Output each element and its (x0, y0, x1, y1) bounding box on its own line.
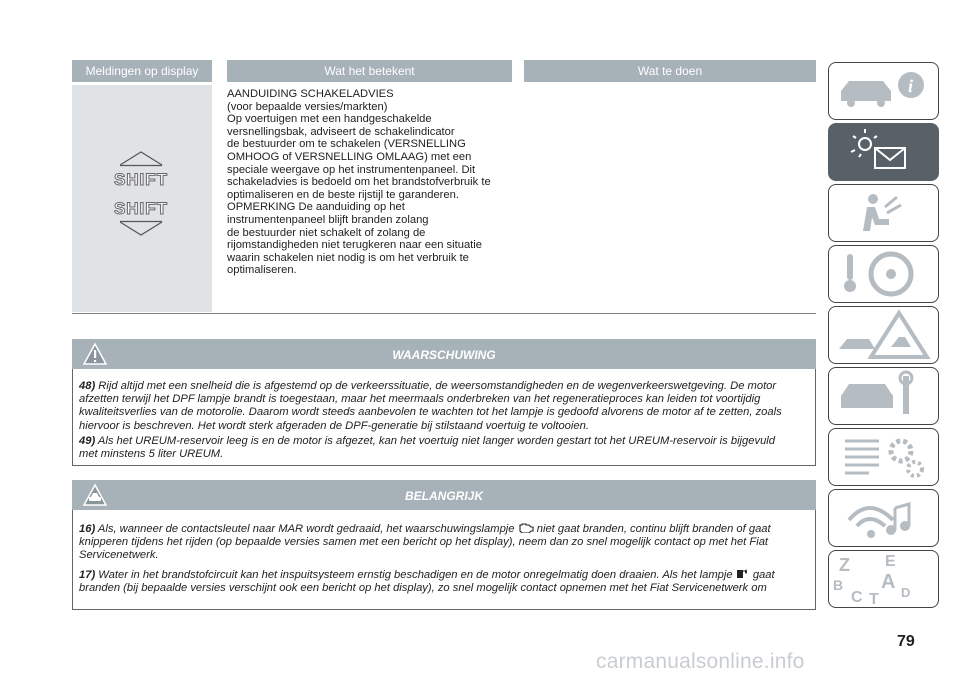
shift-down-arrow-icon (118, 219, 164, 237)
index-letter: C (851, 589, 863, 606)
index-icon (829, 551, 939, 608)
meaning-line: (voor bepaalde versies/markten) (227, 100, 388, 113)
warning-text-line: afzetten terwijl het DPF lampje brandt is toegestaan, maar het meermaals onderbreken van het regeneratieproces kan leiden tot voortijdig (79, 393, 761, 406)
item-number: 48) (79, 380, 96, 392)
important-item-16 (79, 522, 811, 563)
important-text: niet gaat branden, continu blijft branden of gaat (536, 523, 771, 535)
important-text-line: knipperen tijdens het rijden (op bepaalde versies samen met een bericht op het display), neem dan zo snel mogelijk contact op met het Fiat (79, 536, 769, 549)
tab-maintenance[interactable] (828, 367, 939, 425)
important-item-17 (79, 567, 811, 595)
important-box (72, 510, 816, 610)
header-meaning: Wat het betekent (227, 60, 512, 82)
meaning-line: schakeladvies is bedoeld om het brandstofverbruik te (227, 176, 491, 189)
header-what-to-do: Wat te doen (524, 60, 816, 82)
meaning-line: OPMERKING De aanduiding op het (227, 201, 405, 214)
warning-item-49 (79, 435, 811, 461)
watermark: carmanualsonline.info (596, 650, 805, 673)
index-letter: D (901, 585, 911, 600)
meaning-line: optimaliseren. (227, 264, 297, 277)
shift-up-arrow-icon (118, 150, 164, 168)
warning-text-line: met minstens 5 liter UREUM. (79, 448, 224, 461)
item-number: 16) (79, 523, 96, 535)
multimedia-icon (829, 490, 939, 547)
seat-airbag-icon (829, 185, 939, 242)
meaning-line: de bestuurder om te schakelen (VERSNELLING (227, 138, 466, 151)
tab-starting-driving[interactable] (828, 245, 939, 303)
warning-text-line: kwaliteitsverlies van de motorolie. Daarom wordt steeds aanbevolen te wachten tot het lampje is gedoofd alvorens de motor af te zetten, zoals (79, 406, 782, 419)
important-text-line: branden (bij bepaalde versies verschijnt ook een bericht op het display), zo snel mogelijk contact opnemen met het Fiat Servicenetwerk om (79, 582, 767, 595)
svg-text:i: i (908, 76, 914, 96)
index-letter: T (869, 591, 879, 608)
shift-up-label: SHIFT (113, 170, 169, 189)
page-number: 79 (897, 633, 915, 650)
table-bottom-rule (72, 313, 816, 314)
breakdown-icon (829, 307, 939, 364)
tab-safety[interactable] (828, 184, 939, 242)
tab-warning-lights[interactable] (828, 123, 939, 181)
tab-technical-data[interactable] (828, 428, 939, 486)
warning-lights-icon (829, 124, 939, 181)
important-text: Als, wanneer de contactsleutel naar MAR wordt gedraaid, het waarschuwingslampje (97, 523, 515, 535)
meaning-line: de bestuurder niet schakelt of zolang de (227, 226, 426, 239)
warning-header (72, 339, 816, 369)
tab-multimedia[interactable] (828, 489, 939, 547)
technical-data-icon (829, 429, 939, 486)
meaning-line: speciale weergave op het instrumentenpaneel. Dit (227, 163, 476, 176)
meaning-line: versnellingsbak, adviseert de schakelindicator (227, 125, 455, 138)
important-text: gaat (752, 569, 775, 581)
tab-car-info[interactable] (828, 62, 939, 120)
index-letter: B (833, 577, 844, 593)
car-info-icon (829, 63, 939, 120)
water-in-fuel-icon (736, 567, 750, 579)
meaning-line: optimaliseren en de beste rijstijl te garanderen. (227, 188, 459, 201)
warning-title: WAARSCHUWING (392, 348, 496, 362)
tab-emergency[interactable] (828, 306, 939, 364)
meaning-line: waarin schakelen niet nodig is om het verbruik te (227, 251, 469, 264)
meaning-line: OMHOOG of VERSNELLING OMLAAG) met een (227, 150, 472, 163)
index-letter: A (881, 571, 896, 593)
important-text: Water in het brandstofcircuit kan het inspuitsysteem ernstig beschadigen en de motor onregelmatig doen draaien. Als het lampje (98, 569, 733, 581)
index-letter: Z (839, 555, 850, 575)
item-number: 17) (79, 569, 96, 581)
important-text-line: Servicenetwerk. (79, 549, 159, 562)
warning-text-line: hiervoor is beschreven. Het wordt sterk afgeraden de DPF-generatie bij stilstaand voertuig te voltooien. (79, 419, 589, 432)
key-steering-icon (829, 246, 939, 303)
item-number: 49) (79, 435, 96, 447)
meaning-line: Op voertuigen met een handgeschakelde (227, 113, 432, 126)
shift-down-label: SHIFT (113, 199, 169, 218)
meaning-line: rijomstandigheden niet terugkeren naar een situatie (227, 239, 482, 252)
meaning-line: AANDUIDING SCHAKELADVIES (227, 88, 394, 100)
meaning-line: instrumentenpaneel blijft branden zolang (227, 213, 429, 226)
index-letter: E (885, 553, 896, 570)
warning-item-48 (79, 380, 811, 433)
header-display-messages: Meldingen op display (72, 60, 212, 82)
warning-text-line: Als het UREUM-reservoir leeg is en de motor is afgezet, kan het voertuig niet langer worden gestart tot het UREUM-reservoir is bijgevuld (97, 435, 776, 447)
tab-index[interactable] (828, 550, 939, 608)
important-title: BELANGRIJK (404, 489, 483, 503)
important-header (72, 480, 816, 510)
warning-box (72, 369, 816, 466)
meaning-text (227, 88, 512, 277)
warning-text-line: Rijd altijd met een snelheid die is afgestemd op de verkeerssituatie, de weersomstandigheden en de wegenverkeerswetgeving. De motor (98, 380, 777, 392)
car-maintenance-icon (829, 368, 939, 425)
engine-warning-icon (518, 522, 534, 533)
